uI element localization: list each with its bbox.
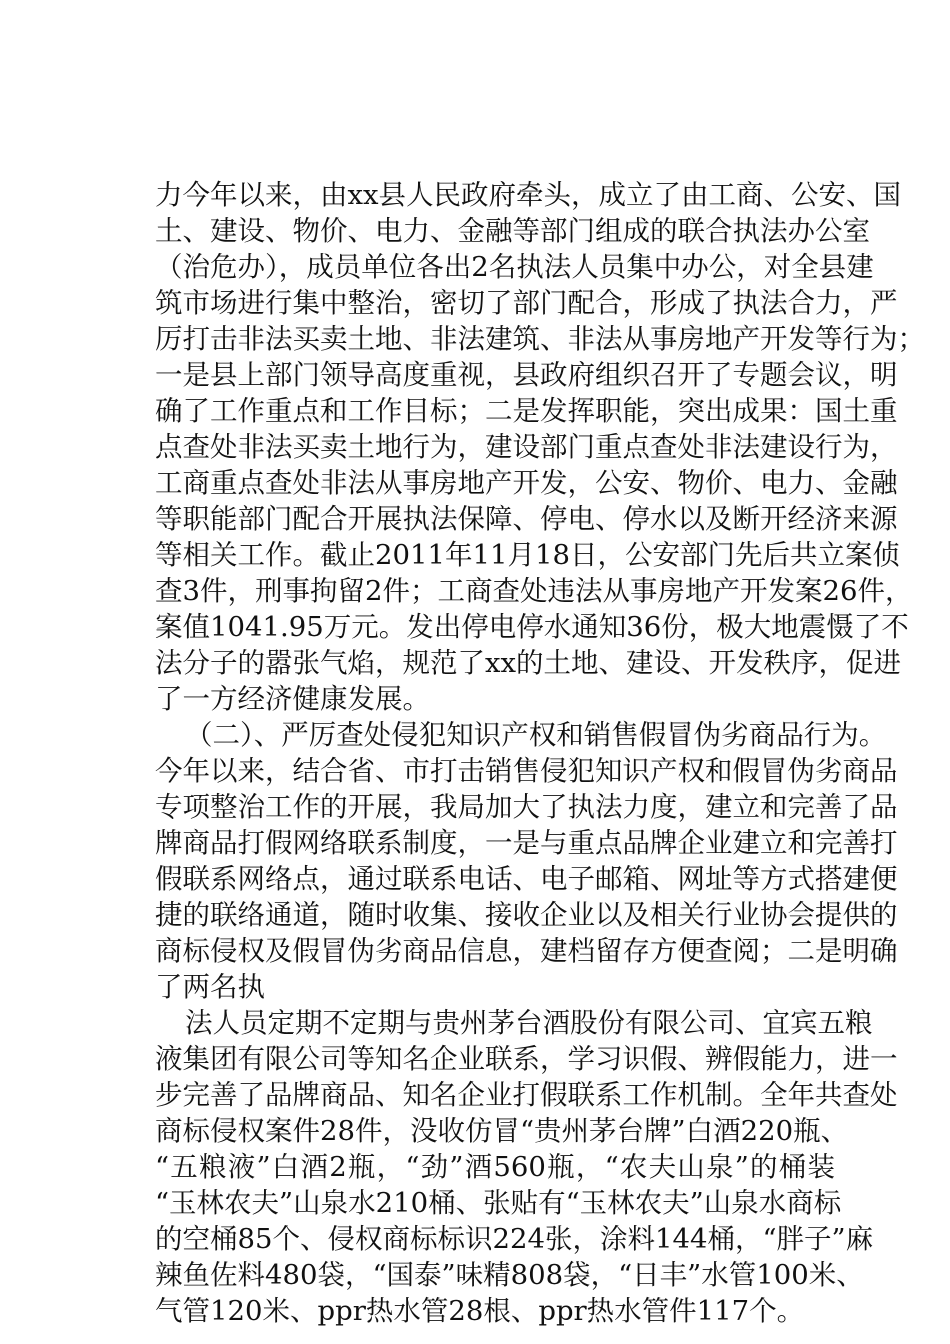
text-line: 法人员定期不定期与贵州茅台酒股份有限公司、宜宾五粮: [185, 1007, 873, 1039]
text-line: “玉林农夫”山泉水210桶、张贴有“玉林农夫”山泉水商标: [155, 1187, 842, 1219]
text-line: 筑市场进行集中整治，密切了部门配合，形成了执法合力，严: [155, 287, 898, 319]
text-line: 等职能部门配合开展执法保障、停电、停水以及断开经济来源: [155, 503, 898, 535]
text-line: 专项整治工作的开展，我局加大了执法力度，建立和完善了品: [155, 791, 898, 823]
text-line: 商标侵权及假冒伪劣商品信息，建档留存方便查阅；二是明确: [155, 935, 898, 967]
text-line: 工商重点查处非法从事房地产开发，公安、物价、电力、金融: [155, 467, 898, 499]
text-line: 案值1041.95万元。发出停电停水通知36份，极大地震慑了不: [155, 611, 909, 643]
text-line: 步完善了品牌商品、知名企业打假联系工作机制。全年共查处: [155, 1079, 898, 1111]
text-line: 辣鱼佐料480袋，“国泰”味精808袋，“日丰”水管100米、: [155, 1259, 864, 1291]
text-line: “五粮液”白酒2瓶，“劲”酒560瓶，“农夫山泉”的桶装: [155, 1151, 835, 1183]
text-line: 牌商品打假网络联系制度，一是与重点品牌企业建立和完善打: [155, 827, 898, 859]
text-line: 等相关工作。截止2011年11月18日，公安部门先后共立案侦: [155, 539, 900, 571]
text-line: 商标侵权案件28件，没收仿冒“贵州茅台牌”白酒220瓶、: [155, 1115, 849, 1147]
text-line: 法分子的嚣张气焰，规范了xx的土地、建设、开发秩序，促进: [155, 647, 902, 679]
section-heading: （二）、严厉查处侵犯知识产权和销售假冒伪劣商品行为。: [185, 719, 887, 751]
text-line: （治危办），成员单位各出2名执法人员集中办公，对全县建: [155, 251, 874, 283]
text-line: 土、建设、物价、电力、金融等部门组成的联合执法办公室: [155, 215, 870, 247]
text-line: 确了工作重点和工作目标；二是发挥职能，突出成果：国土重: [155, 395, 898, 427]
text-line: 今年以来，结合省、市打击销售侵犯知识产权和假冒伪劣商品: [155, 755, 898, 787]
text-line: 厉打击非法买卖土地、非法建筑、非法从事房地产开发等行为；: [155, 323, 925, 355]
text-line: 了一方经济健康发展。: [155, 683, 430, 715]
text-line: 一是县上部门领导高度重视，县政府组织召开了专题会议，明: [155, 359, 898, 391]
text-line: 假联系网络点，通过联系电话、电子邮箱、网址等方式搭建便: [155, 863, 898, 895]
text-line: 查3件，刑事拘留2件；工商查处违法从事房地产开发案26件，: [155, 575, 913, 607]
text-line: 气管120米、ppr热水管28根、ppr热水管件117个。: [155, 1295, 805, 1327]
text-line: 捷的联络通道，随时收集、接收企业以及相关行业协会提供的: [155, 899, 898, 931]
text-line: 了两名执: [155, 971, 265, 1003]
text-line: 力今年以来，由xx县人民政府牵头，成立了由工商、公安、国: [155, 179, 902, 211]
text-line: 点查处非法买卖土地行为，建设部门重点查处非法建设行为，: [155, 431, 898, 463]
text-line: 的空桶85个、侵权商标标识224张，涂料144桶，“胖子”麻: [155, 1223, 874, 1255]
text-line: 液集团有限公司等知名企业联系，学习识假、辨假能力，进一: [155, 1043, 898, 1075]
